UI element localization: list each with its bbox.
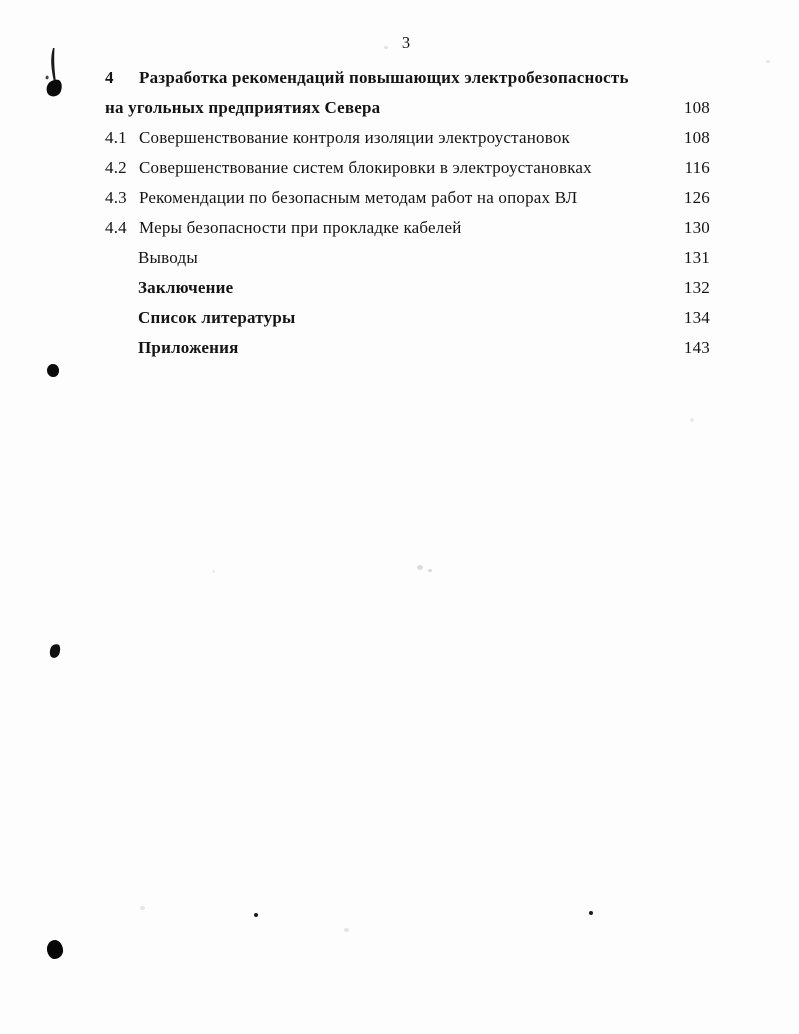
toc-entry (105, 303, 710, 333)
toc-entry (105, 153, 710, 183)
toc-entry (105, 93, 710, 123)
toc-entry (105, 183, 710, 213)
scan-speckle (344, 928, 349, 932)
toc-entry (105, 213, 710, 243)
toc-entry-page: 130 (683, 218, 710, 237)
toc-entry-label: Выводы (138, 248, 198, 267)
toc-entry (105, 333, 710, 363)
scan-speckle (140, 906, 145, 910)
toc-entry-page: 126 (683, 188, 710, 207)
toc-entry-page: 131 (683, 248, 710, 267)
toc-entry-label: Рекомендации по безопасным методам работ на опорах ВЛ (139, 188, 578, 207)
toc-entry-number: 4.4 (105, 218, 127, 237)
toc-entry-number: 4 (105, 68, 114, 87)
toc-entry-number: 4.2 (105, 158, 127, 177)
ink-dot-artifact (47, 364, 59, 377)
table-of-contents (105, 63, 710, 363)
toc-entry (105, 273, 710, 303)
toc-entry-page: 108 (683, 128, 710, 147)
toc-entry-page: 134 (683, 308, 710, 327)
scan-speckle (690, 418, 694, 422)
toc-entry-page: 108 (683, 98, 710, 117)
toc-entry-label: на угольных предприятиях Севера (105, 98, 381, 117)
scan-speckle (417, 565, 423, 570)
toc-entry-page: 132 (683, 278, 710, 297)
toc-entry-label: Меры безопасности при прокладке кабелей (139, 218, 462, 237)
toc-entry (105, 63, 710, 93)
toc-entry (105, 243, 710, 273)
ink-tick-artifact (48, 643, 61, 659)
toc-entry-page: 143 (683, 338, 710, 357)
ink-blot-artifact (46, 939, 64, 960)
toc-entry-label: Приложения (138, 338, 239, 357)
toc-entry-page: 116 (684, 158, 710, 177)
toc-entry-label: Совершенствование систем блокировки в электроустановках (139, 158, 592, 177)
ink-splash-artifact (44, 46, 66, 102)
scan-speckle (428, 569, 432, 572)
page-number: 3 (401, 33, 411, 52)
scan-speckle (212, 570, 215, 573)
scan-dot (254, 913, 258, 917)
scan-speckle (766, 60, 770, 63)
toc-entry-label: Разработка рекомендаций повышающих электробезопасность (139, 68, 629, 87)
toc-entry-label: Заключение (138, 278, 234, 297)
scan-dot (589, 911, 593, 915)
toc-entry-number: 4.1 (105, 128, 127, 147)
toc-entry-label: Совершенствование контроля изоляции электроустановок (139, 128, 571, 147)
toc-entry-number: 4.3 (105, 188, 127, 207)
scan-speckle (384, 46, 388, 49)
toc-entry-label: Список литературы (138, 308, 296, 327)
toc-entry (105, 123, 710, 153)
